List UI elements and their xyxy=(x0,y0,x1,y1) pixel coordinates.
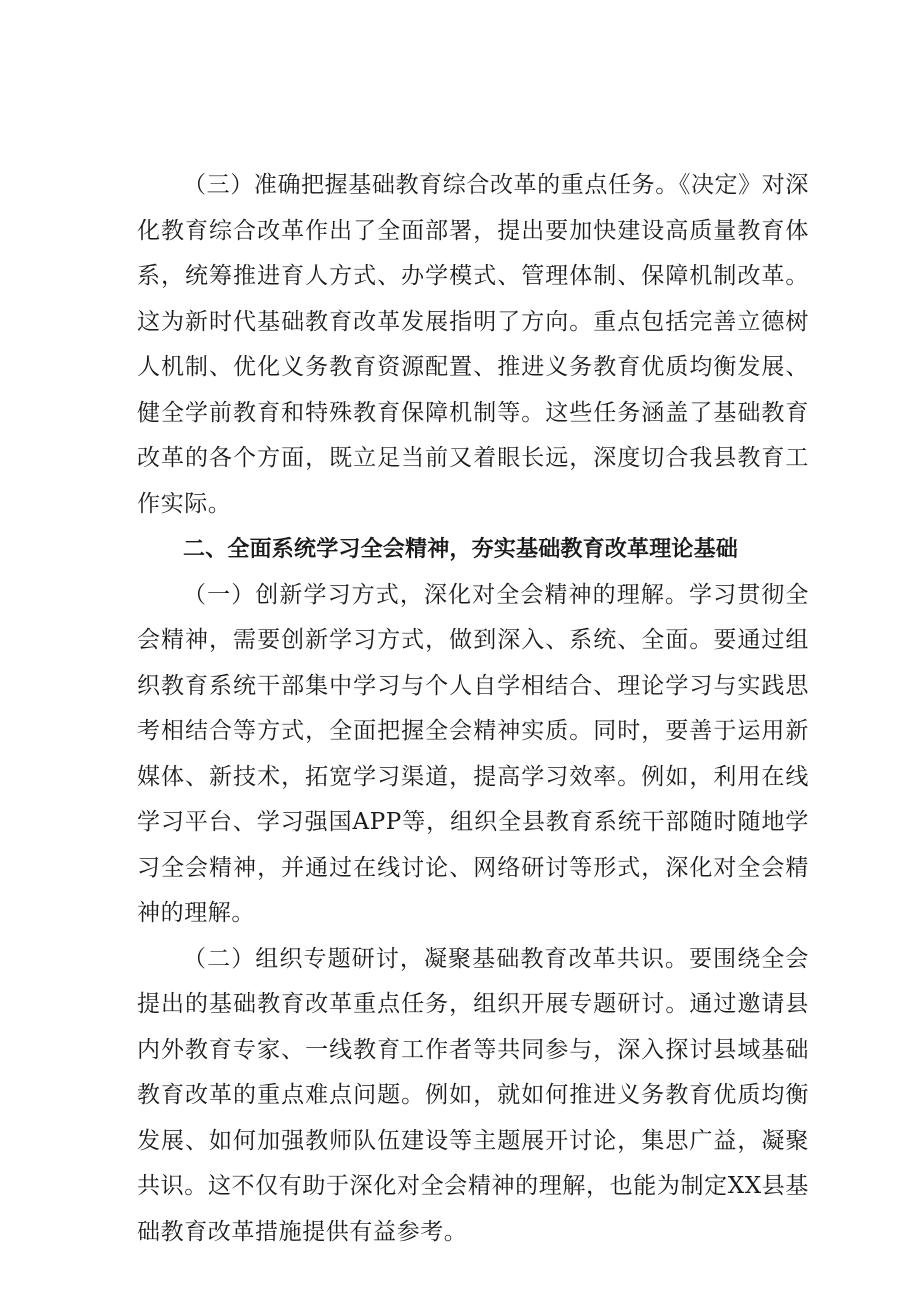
document-body xyxy=(137,163,809,1255)
paragraph-study-methods: （一）创新学习方式，深化对全会精神的理解。学习贯彻全会精神，需要创新学习方式，做到深入、系统、全面。要通过组织教育系统干部集中学习与个人自学相结合、理论学习与实践思考相结合等方式，全面把握全会精神实质。同时，要善于运用新媒体、新技术，拓宽学习渠道，提高学习效率。例如，利用在线学习平台、学习强国APP等，组织全县教育系统干部随时随地学习全会精神，并通过在线讨论、网络研讨等形式，深化对全会精神的理解。 xyxy=(137,581,809,926)
paragraph-special-seminars: （二）组织专题研讨，凝聚基础教育改革共识。要围绕全会提出的基础教育改革重点任务，组织开展专题研讨。通过邀请县内外教育专家、一线教育工作者等共同参与，深入探讨县域基础教育改革的重点难点问题。例如，就如何推进义务教育优质均衡发展、如何加强教师队伍建设等主题展开讨论，集思广益，凝聚共识。这不仅有助于深化对全会精神的理解，也能为制定XX县基础教育改革措施提供有益参考。 xyxy=(137,945,809,1245)
paragraph-key-tasks: （三）准确把握基础教育综合改革的重点任务。《决定》对深化教育综合改革作出了全面部署，提出要加快建设高质量教育体系，统筹推进育人方式、办学模式、管理体制、保障机制改革。这为新时代基础教育改革发展指明了方向。重点包括完善立德树人机制、优化义务教育资源配置、推进义务教育优质均衡发展、健全学前教育和特殊教育保障机制等。这些任务涵盖了基础教育改革的各个方面，既立足当前又着眼长远，深度切合我县教育工作实际。 xyxy=(137,172,809,517)
section-heading-study: 二、全面系统学习全会精神，夯实基础教育改革理论基础 xyxy=(183,537,739,562)
